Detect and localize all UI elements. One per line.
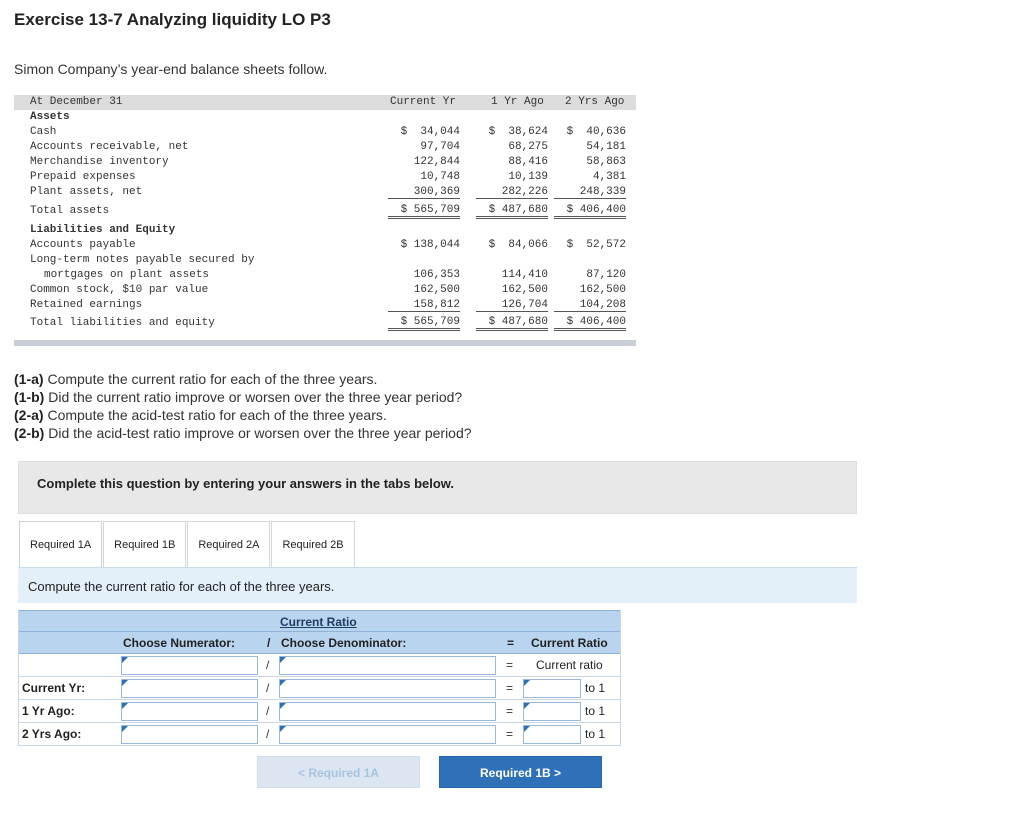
numerator-select[interactable] <box>121 725 258 744</box>
row-label: Plant assets, net <box>30 186 143 198</box>
question-1a: (1-a) Compute the current ratio for each of the three years. <box>14 371 378 387</box>
denominator-select[interactable] <box>279 656 496 675</box>
slash-sign: / <box>266 681 270 695</box>
tab-instruction: Compute the current ratio for each of the three years. <box>18 567 857 603</box>
cell-value: 58,863 <box>586 156 626 168</box>
cell-value: $ 406,400 <box>554 204 626 219</box>
to-one-label: to 1 <box>585 681 606 695</box>
header-current-yr: Current Yr <box>390 96 457 108</box>
cell-value: 106,353 <box>413 269 460 281</box>
row-label: Total liabilities and equity <box>30 317 215 329</box>
row-label: mortgages on plant assets <box>44 269 210 281</box>
header-1-yr-ago: 1 Yr Ago <box>491 96 544 108</box>
question-1b: (1-b) Did the current ratio improve or worsen over the three year period? <box>14 389 463 405</box>
cell-value: 87,120 <box>586 269 626 281</box>
numerator-select[interactable] <box>121 679 258 698</box>
row-label: Retained earnings <box>30 299 143 311</box>
cell-value: $ 40,636 <box>566 126 626 138</box>
balance-sheet-footer-bar <box>14 340 636 346</box>
row-label: Common stock, $10 par value <box>30 284 209 296</box>
row-label-current-yr: Current Yr: <box>22 681 86 695</box>
cell-value: $ 487,680 <box>476 316 548 331</box>
cell-value: 104,208 <box>554 299 626 312</box>
ratio-input[interactable] <box>523 702 581 721</box>
numerator-select[interactable] <box>121 702 258 721</box>
equals-sign: = <box>506 658 514 672</box>
cell-value: 54,181 <box>586 141 626 153</box>
cell-value: $ 565,709 <box>388 316 460 331</box>
tab-required-2a[interactable]: Required 2A <box>187 521 270 567</box>
row-label: Total assets <box>30 205 110 217</box>
cell-value: 10,748 <box>420 171 460 183</box>
cell-value: $ 565,709 <box>388 204 460 219</box>
cell-value: $ 487,680 <box>476 204 548 219</box>
intro-text: Simon Company’s year-end balance sheets follow. <box>14 61 328 77</box>
cell-value: 158,812 <box>388 299 460 312</box>
tab-required-1a[interactable]: Required 1A <box>19 521 102 567</box>
cell-value: 162,500 <box>413 284 460 296</box>
grid-border <box>620 610 621 746</box>
cell-value: 162,500 <box>501 284 548 296</box>
page-title: Exercise 13-7 Analyzing liquidity LO P3 <box>14 10 331 29</box>
equals-sign: = <box>506 704 514 718</box>
slash-header: / <box>267 636 271 650</box>
cell-value: 162,500 <box>579 284 626 296</box>
table-row <box>18 654 621 677</box>
denominator-header: Choose Denominator: <box>281 636 407 650</box>
slash-sign: / <box>266 704 270 718</box>
row-label-2-yrs-ago: 2 Yrs Ago: <box>22 727 82 741</box>
result-label: Current ratio <box>536 658 603 672</box>
question-list <box>14 370 472 442</box>
tab-required-1b[interactable]: Required 1B <box>103 521 186 567</box>
grid-caption-row <box>18 610 621 632</box>
denominator-select[interactable] <box>279 725 496 744</box>
row-label: Long-term notes payable secured by <box>30 254 255 266</box>
row-label: Cash <box>30 126 57 138</box>
slash-sign: / <box>266 658 270 672</box>
cell-value: 97,704 <box>420 141 460 153</box>
to-one-label: to 1 <box>585 704 606 718</box>
complete-banner: Complete this question by entering your answers in the tabs below. <box>18 461 857 514</box>
grid-caption: Current Ratio <box>280 615 357 629</box>
cell-value: 248,339 <box>554 186 626 199</box>
ratio-input[interactable] <box>523 725 581 744</box>
tab-required-2b[interactable]: Required 2B <box>271 521 354 567</box>
question-2b: (2-b) Did the acid-test ratio improve or worsen over the three year period? <box>14 425 472 441</box>
cell-value: $ 38,624 <box>488 126 548 138</box>
slash-sign: / <box>266 727 270 741</box>
cell-value: 10,139 <box>508 171 548 183</box>
header-2-yrs-ago: 2 Yrs Ago <box>565 96 625 108</box>
cell-value: 282,226 <box>476 186 548 199</box>
equals-sign: = <box>506 727 514 741</box>
ratio-input[interactable] <box>523 679 581 698</box>
header-label: At December 31 <box>30 96 123 108</box>
numerator-select[interactable] <box>121 656 258 675</box>
cell-value: $ 84,066 <box>488 239 548 251</box>
cell-value: 300,369 <box>388 186 460 199</box>
cell-value: $ 52,572 <box>566 239 626 251</box>
row-label: Accounts receivable, net <box>30 141 189 153</box>
table-row <box>18 677 621 700</box>
cell-value: 126,704 <box>476 299 548 312</box>
table-row <box>18 700 621 723</box>
question-2a: (2-a) Compute the acid-test ratio for each of the three years. <box>14 407 387 423</box>
prev-tab-button[interactable]: < Required 1A <box>257 756 420 788</box>
current-ratio-grid <box>18 610 621 746</box>
equals-sign: = <box>506 681 514 695</box>
denominator-select[interactable] <box>279 679 496 698</box>
row-label-1-yr-ago: 1 Yr Ago: <box>22 704 75 718</box>
assets-heading: Assets <box>30 111 70 123</box>
cell-value: $ 138,044 <box>400 239 460 251</box>
grid-header-row <box>18 632 621 654</box>
row-label: Prepaid expenses <box>30 171 136 183</box>
result-header: Current Ratio <box>531 636 608 650</box>
cell-value: 122,844 <box>413 156 460 168</box>
table-row <box>18 723 621 746</box>
row-label: Merchandise inventory <box>30 156 169 168</box>
liabilities-heading: Liabilities and Equity <box>30 224 176 236</box>
cell-value: 114,410 <box>501 269 548 281</box>
row-label: Accounts payable <box>30 239 136 251</box>
grid-border <box>18 610 19 746</box>
to-one-label: to 1 <box>585 727 606 741</box>
cell-value: 68,275 <box>508 141 548 153</box>
balance-sheet <box>14 95 636 346</box>
cell-value: 88,416 <box>508 156 548 168</box>
next-tab-button[interactable]: Required 1B > <box>439 756 602 788</box>
tab-bar <box>19 521 356 567</box>
denominator-select[interactable] <box>279 702 496 721</box>
cell-value: 4,381 <box>592 171 626 183</box>
numerator-header: Choose Numerator: <box>123 636 236 650</box>
cell-value: $ 34,044 <box>400 126 460 138</box>
equals-header: = <box>507 636 515 650</box>
cell-value: $ 406,400 <box>554 316 626 331</box>
